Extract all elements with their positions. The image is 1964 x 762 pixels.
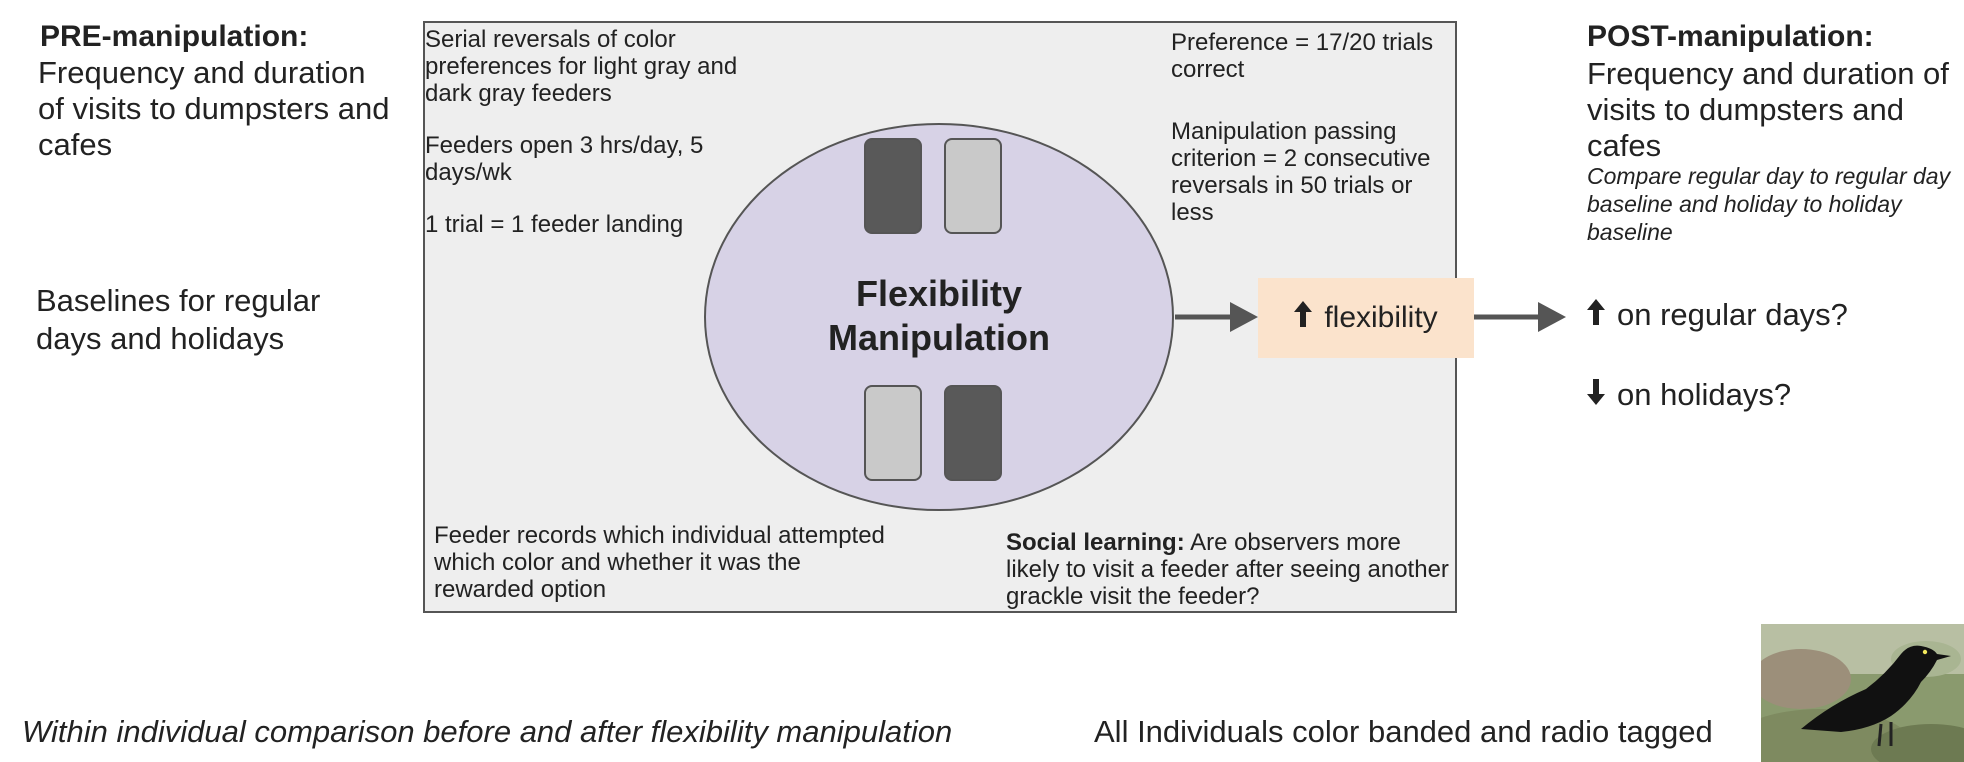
arrow-to-flexibility-icon <box>1175 302 1258 332</box>
up-arrow-icon <box>1587 296 1605 334</box>
arrow-to-post-icon <box>1474 302 1566 332</box>
preference-criterion-text: Preference = 17/20 trials correct <box>1171 29 1434 83</box>
regular-days-label: on regular days? <box>1617 297 1848 332</box>
trial-definition-text: 1 trial = 1 feeder landing <box>425 211 684 238</box>
grackle-photo <box>1761 624 1964 762</box>
social-learning-question: Are observers more likely to visit a feeder after seeing another grackle visit the feeder? <box>1006 529 1449 610</box>
up-arrow-icon <box>1294 301 1312 335</box>
flexibility-label: flexibility <box>1324 301 1438 334</box>
flexibility-result-box <box>1258 278 1474 358</box>
baselines-text: Baselines for regular days and holidays <box>36 283 321 356</box>
holidays-label: on holidays? <box>1617 377 1792 412</box>
post-manipulation-note: Compare regular day to regular day baseline and holiday to holiday baseline <box>1587 163 1951 245</box>
prediction-holidays <box>1587 376 1791 414</box>
serial-reversals-text: Serial reversals of color preferences for light gray and dark gray feeders <box>425 26 738 107</box>
passing-criterion-text: Manipulation passing criterion = 2 consecutive reversals in 50 trials or less <box>1171 118 1431 226</box>
title-line-2: Manipulation <box>828 317 1050 358</box>
prediction-regular-days <box>1587 296 1848 334</box>
feeder-records-text: Feeder records which individual attempted which color and whether it was the rewarded option <box>434 522 885 603</box>
post-manipulation-title: POST-manipulation: <box>1587 20 1874 53</box>
feeders-open-text: Feeders open 3 hrs/day, 5 days/wk <box>425 132 704 186</box>
title-line-1: Flexibility <box>855 273 1023 314</box>
within-individual-caption: Within individual comparison before and after flexibility manipulation <box>22 714 953 749</box>
pre-manipulation-description: Frequency and duration of visits to dumpsters and cafes <box>38 55 390 162</box>
pre-manipulation-title: PRE-manipulation: <box>40 20 309 53</box>
social-learning-label: Social learning: <box>1006 529 1185 556</box>
color-banded-caption: All Individuals color banded and radio tagged <box>1094 714 1713 749</box>
down-arrow-icon <box>1587 376 1605 414</box>
post-manipulation-description: Frequency and duration of visits to dumpsters and cafes <box>1587 56 1949 163</box>
